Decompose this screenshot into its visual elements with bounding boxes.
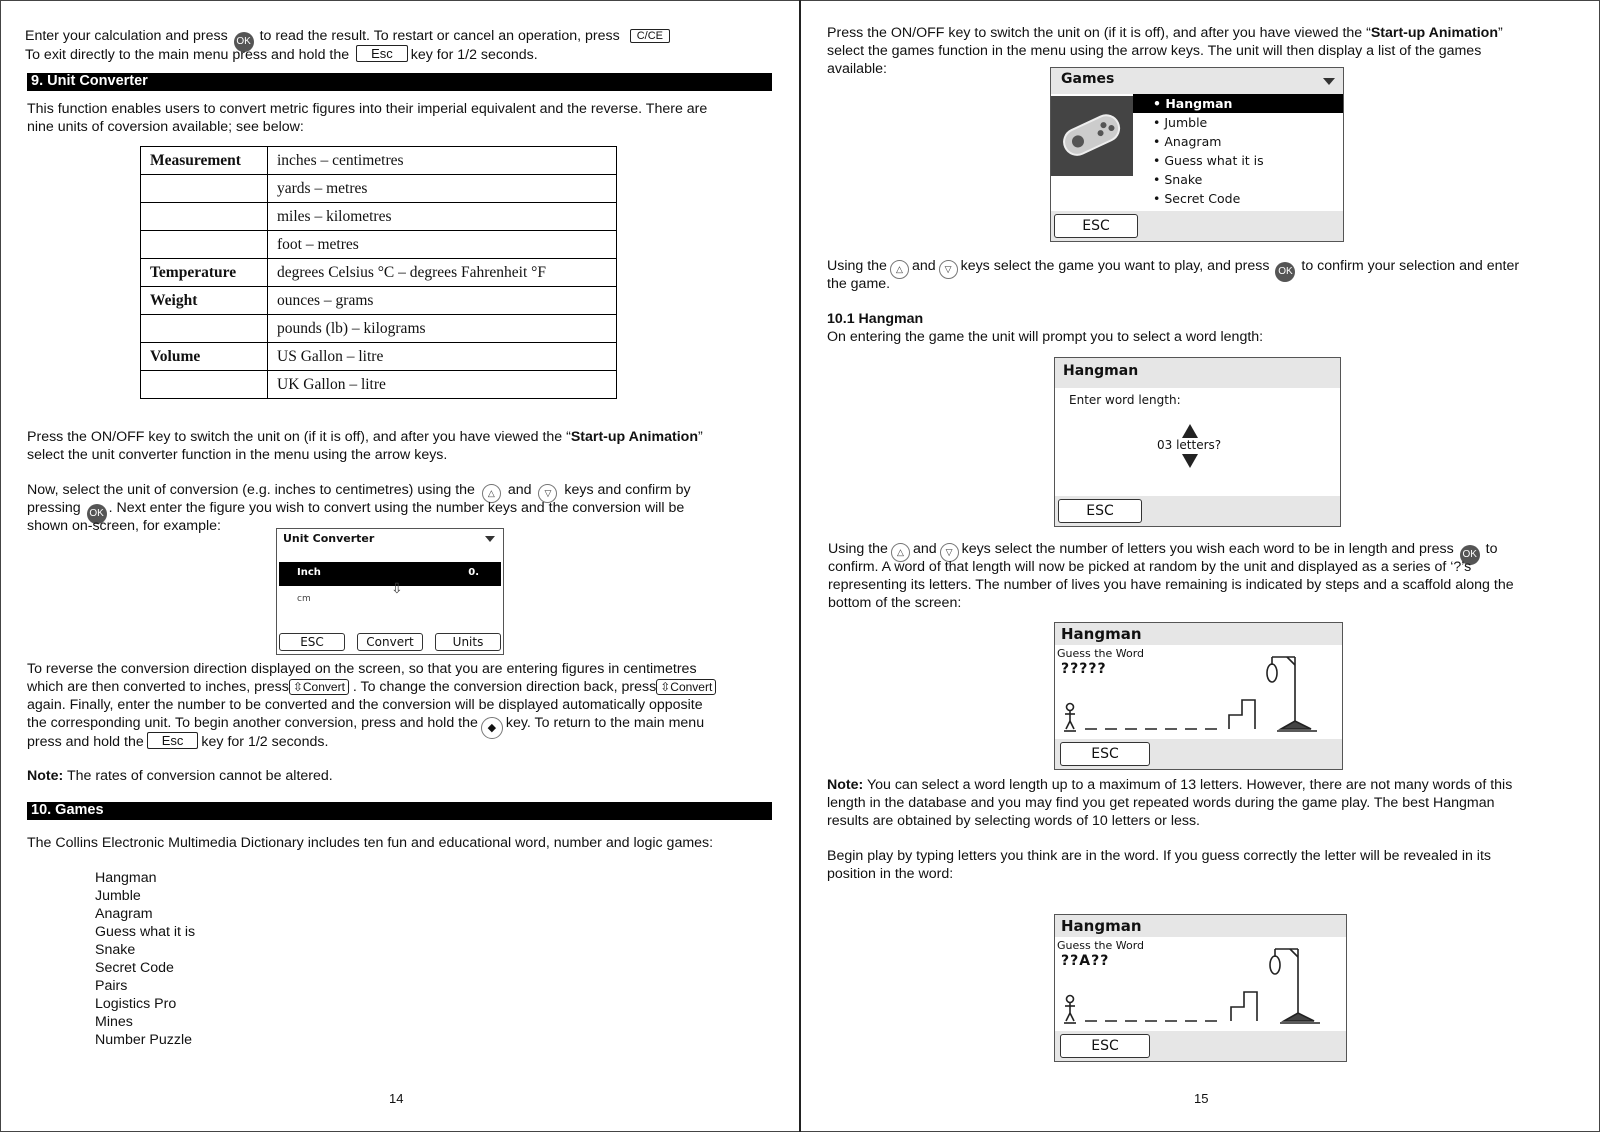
up-arrow-key-icon: △ — [891, 543, 910, 562]
esc-softkey[interactable]: ESC — [1060, 1034, 1150, 1058]
table-cell-category — [141, 203, 268, 231]
cce-key-icon: C/CE — [630, 29, 670, 43]
table-cell-units: degrees Celsius °C – degrees Fahrenheit °F — [268, 259, 617, 287]
right-page — [801, 0, 1600, 1132]
ok-key-icon: OK — [234, 32, 254, 52]
screen-title: Unit Converter — [283, 532, 375, 545]
unit-label-inch: Inch — [297, 567, 321, 578]
table-row — [141, 147, 617, 175]
paragraph-line — [27, 732, 328, 751]
table-row — [141, 315, 617, 343]
list-item: Snake — [95, 942, 136, 958]
unit-converter-screen — [276, 528, 504, 655]
table-cell-category — [141, 175, 268, 203]
paragraph-text: to confirm your selection and enter — [1301, 258, 1520, 274]
paragraph-line: again. Finally, enter the number to be converted and the conversion will be displayed automatically opposite — [27, 697, 703, 713]
table-cell-category — [141, 371, 268, 399]
esc-softkey[interactable]: ESC — [1054, 214, 1138, 238]
subsection-heading-hangman: 10.1 Hangman — [827, 311, 924, 327]
list-item: Jumble — [95, 888, 141, 904]
table-row — [141, 203, 617, 231]
esc-key-icon: Esc — [356, 45, 408, 62]
list-item: Hangman — [95, 870, 157, 886]
intro-line-2 — [25, 45, 538, 64]
menu-item-label: Secret Code — [1164, 191, 1241, 206]
table-cell-category: Weight — [141, 287, 268, 315]
up-arrow-key-icon: △ — [890, 260, 909, 279]
ok-key-icon: OK — [1460, 545, 1480, 565]
paragraph-text: Using the — [827, 258, 887, 274]
paragraph-text: keys select the game you want to play, and press — [960, 258, 1270, 274]
paragraph-text: ” — [698, 429, 703, 445]
note-line — [827, 776, 1512, 794]
table-row — [141, 175, 617, 203]
paragraph-text: press and hold the — [27, 734, 144, 750]
bullet-icon: • — [1153, 153, 1165, 168]
section-heading-unit-converter: 9. Unit Converter — [27, 73, 772, 91]
intro-text: key for 1/2 seconds. — [410, 47, 538, 63]
esc-key-icon: Esc — [147, 732, 199, 749]
paragraph-line: shown on-screen, for example: — [27, 518, 221, 534]
unit-value: 0. — [468, 567, 479, 578]
paragraph-text: and — [507, 482, 532, 498]
list-item: Mines — [95, 1014, 133, 1030]
guess-subtitle: Guess the Word — [1057, 939, 1145, 952]
paragraph-line — [827, 24, 1503, 42]
menu-item-label: Jumble — [1164, 115, 1208, 130]
paragraph-line: bottom of the screen: — [828, 595, 962, 611]
bullet-icon: • — [1153, 115, 1165, 130]
page-number: 15 — [1194, 1091, 1209, 1106]
table-cell-units: US Gallon – litre — [268, 343, 617, 371]
paragraph-text: the corresponding unit. To begin another conversion, press and hold the — [27, 715, 478, 731]
paragraph-line: Begin play by typing letters you think are in the word. If you guess correctly the letter will be revealed in its — [827, 848, 1491, 864]
esc-softkey[interactable]: ESC — [279, 633, 345, 651]
list-item: Anagram — [95, 906, 153, 922]
down-arrow-key-icon: ▽ — [939, 260, 958, 279]
note-line: length in the database and you may find you get repeated words during the game play. The best Hangman — [827, 795, 1495, 811]
table-cell-category — [141, 315, 268, 343]
paragraph-line: available: — [827, 61, 887, 77]
list-item: Secret Code — [95, 960, 174, 976]
paragraph-line: select the games function in the menu using the arrow keys. The unit will then display a list of the games — [827, 43, 1482, 59]
list-item: Logistics Pro — [95, 996, 177, 1012]
table-row — [141, 287, 617, 315]
table-row — [141, 371, 617, 399]
paragraph-text: ” — [1498, 25, 1503, 41]
paragraph-text: Now, select the unit of conversion (e.g. inches to centimetres) using the — [27, 482, 475, 498]
table-cell-category — [141, 231, 268, 259]
units-softkey[interactable]: Units — [435, 633, 501, 651]
paragraph-text: key. To return to the main menu — [505, 715, 705, 731]
paragraph-line: The Collins Electronic Multimedia Dictionary includes ten fun and educational word, number and logic games: — [27, 835, 714, 851]
table-row — [141, 259, 617, 287]
menu-item[interactable] — [1133, 94, 1343, 113]
ok-key-icon: OK — [1275, 262, 1295, 282]
table-cell-units: UK Gallon – litre — [268, 371, 617, 399]
dropdown-arrow-icon — [485, 536, 495, 542]
table-cell-category: Temperature — [141, 259, 268, 287]
menu-item[interactable] — [1133, 113, 1343, 132]
screen-title: Hangman — [1063, 363, 1139, 379]
converter-row-inch[interactable] — [279, 562, 501, 586]
convert-softkey[interactable]: Convert — [357, 633, 423, 651]
page-number: 14 — [389, 1091, 404, 1106]
intro-text: Enter your calculation and press — [25, 28, 228, 44]
games-menu-list — [1133, 94, 1343, 208]
menu-item-label: Guess what it is — [1164, 153, 1264, 168]
dropdown-arrow-icon — [1323, 78, 1335, 85]
hangman-screen-guess — [1054, 914, 1347, 1062]
paragraph-text: and — [911, 258, 936, 274]
convert-key-icon: ⇳Convert — [289, 679, 349, 695]
paragraph-text: Press the ON/OFF key to switch the unit on (if it is off), and after you have viewed the “ — [827, 25, 1371, 41]
table-cell-category: Volume — [141, 343, 268, 371]
convert-key-icon: ⇳Convert — [656, 679, 716, 695]
paragraph-line — [27, 678, 716, 696]
paragraph-line: the game. — [827, 276, 891, 292]
paragraph-line: To reverse the conversion direction displayed on the screen, so that you are entering figures in centimetres — [27, 661, 697, 677]
paragraph-line: select the unit converter function in the menu using the arrow keys. — [27, 447, 448, 463]
paragraph-text: Press the ON/OFF key to switch the unit on (if it is off), and after you have viewed the “ — [27, 429, 571, 445]
paragraph-text: to — [1485, 541, 1498, 557]
list-item: Guess what it is — [95, 924, 196, 940]
intro-text: to read the result. To restart or cancel an operation, press — [259, 28, 620, 44]
bullet-icon: • — [1153, 172, 1165, 187]
menu-item-label: Anagram — [1164, 134, 1222, 149]
table-row — [141, 343, 617, 371]
conversion-direction-icon: ⇩ — [391, 581, 403, 597]
note-text: You can select a word length up to a maximum of 13 letters. However, there are not many words of this — [863, 777, 1513, 793]
startup-animation-bold: Start-up Animation — [1370, 25, 1498, 41]
list-item: Number Puzzle — [95, 1032, 192, 1048]
note — [27, 767, 333, 785]
menu-item-label: Hangman — [1165, 96, 1233, 111]
menu-item[interactable] — [1133, 170, 1343, 189]
startup-animation-bold: Start-up Animation — [570, 429, 698, 445]
scaffold-and-steps-icon — [1055, 937, 1346, 1031]
down-arrow-key-icon: ▽ — [940, 543, 959, 562]
scaffold-and-steps-icon — [1055, 645, 1342, 739]
note-text: The rates of conversion cannot be altered. — [63, 768, 333, 784]
paragraph-line: position in the word: — [827, 866, 954, 882]
paragraph-line: This function enables users to convert metric figures into their imperial equivalent and the reverse. There are — [27, 101, 708, 117]
paragraph-line: representing its letters. The number of lives you have remaining is indicated by steps and a scaffold along the — [828, 577, 1514, 593]
paragraph-line — [827, 257, 1519, 282]
note-label: Note: — [27, 768, 64, 784]
menu-item[interactable] — [1133, 132, 1343, 151]
up-arrow-key-icon: △ — [482, 484, 501, 503]
paragraph-text: key for 1/2 seconds. — [201, 734, 329, 750]
bullet-icon: • — [1153, 134, 1165, 149]
bullet-icon: • — [1153, 96, 1166, 111]
bullet-icon: • — [1153, 191, 1165, 206]
note-label: Note: — [827, 777, 864, 793]
conversion-table — [140, 146, 617, 399]
paragraph-text: Using the — [828, 541, 888, 557]
increase-arrow-icon[interactable] — [1182, 424, 1198, 438]
note-line: results are obtained by selecting words of 10 letters or less. — [827, 813, 1201, 829]
table-cell-units: foot – metres — [268, 231, 617, 259]
paragraph-text: . Next enter the figure you wish to convert using the number keys and the conversion will be — [108, 500, 685, 516]
word-length-screen — [1054, 357, 1341, 527]
intro-text: To exit directly to the main menu press and hold the — [25, 47, 350, 63]
section-heading-games: 10. Games — [27, 802, 772, 820]
back-key-icon: ◆ — [481, 717, 503, 739]
table-cell-units: miles – kilometres — [268, 203, 617, 231]
paragraph-line: On entering the game the unit will prompt you to select a word length: — [827, 329, 1264, 345]
menu-item[interactable] — [1133, 189, 1343, 208]
paragraph-line: nine units of coversion available; see below: — [27, 119, 304, 135]
esc-softkey[interactable]: ESC — [1060, 742, 1150, 766]
games-menu-screen — [1050, 67, 1344, 242]
partially-revealed-word: ??A?? — [1061, 953, 1110, 969]
unit-label-cm: cm — [297, 594, 311, 604]
gamepad-icon — [1051, 96, 1133, 176]
ok-key-icon: OK — [87, 504, 107, 524]
screen-title: Hangman — [1061, 917, 1142, 935]
paragraph-text: keys select the number of letters you wish each word to be in length and press — [961, 541, 1454, 557]
table-cell-units: pounds (lb) – kilograms — [268, 315, 617, 343]
table-cell-units: ounces – grams — [268, 287, 617, 315]
guess-subtitle: Guess the Word — [1057, 647, 1145, 660]
decrease-arrow-icon[interactable] — [1182, 454, 1198, 468]
word-length-prompt: Enter word length: — [1069, 393, 1181, 407]
word-length-value: 03 letters? — [1157, 438, 1222, 452]
paragraph-text: keys and confirm by — [564, 482, 691, 498]
table-cell-units: yards – metres — [268, 175, 617, 203]
menu-item[interactable] — [1133, 151, 1343, 170]
esc-softkey[interactable]: ESC — [1058, 499, 1142, 523]
table-cell-category: Measurement — [141, 147, 268, 175]
paragraph-text: . To change the conversion direction back, press — [352, 679, 657, 695]
hangman-screen-initial — [1054, 622, 1343, 770]
menu-item-label: Snake — [1164, 172, 1203, 187]
table-row — [141, 231, 617, 259]
paragraph-line — [27, 428, 703, 446]
table-cell-units: inches – centimetres — [268, 147, 617, 175]
hidden-word: ????? — [1061, 661, 1107, 677]
paragraph-text: pressing — [27, 500, 81, 516]
list-item: Pairs — [95, 978, 128, 994]
paragraph-line: confirm. A word of that length will now be picked at random by the unit and displayed as a series of ‘?’s — [828, 559, 1472, 575]
screen-title: Games — [1061, 71, 1115, 87]
down-arrow-key-icon: ▽ — [538, 484, 557, 503]
games-list — [95, 869, 195, 1049]
paragraph-text: which are then converted to inches, press — [27, 679, 289, 695]
screen-title: Hangman — [1061, 625, 1142, 643]
paragraph-text: and — [912, 541, 937, 557]
